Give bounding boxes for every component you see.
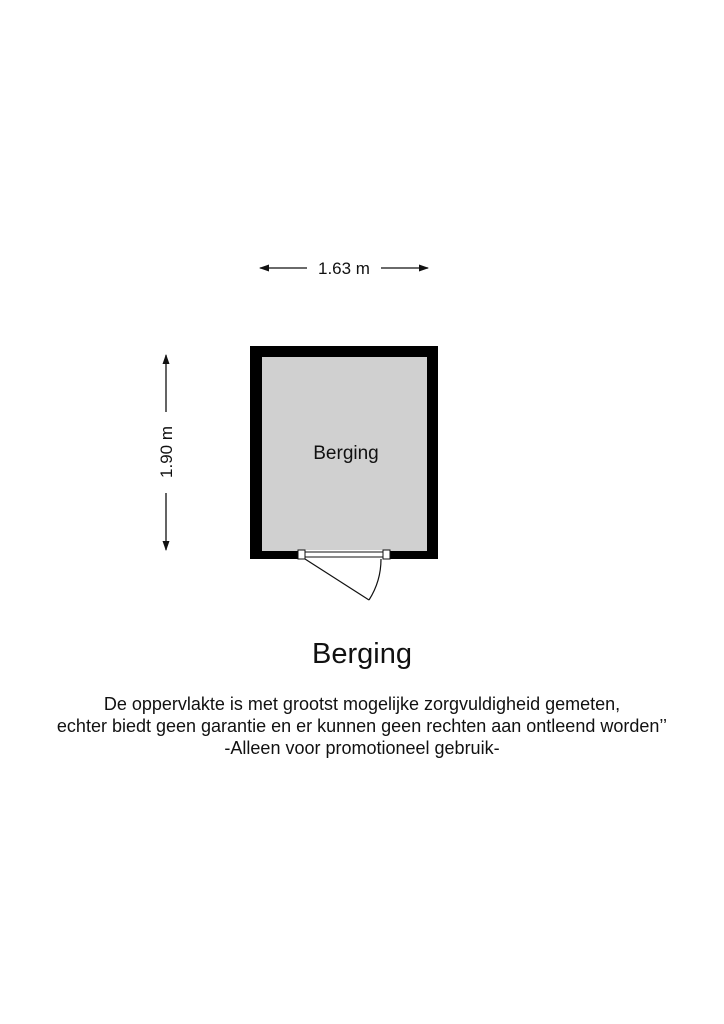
room-label: Berging bbox=[313, 443, 379, 464]
door-swing-arc bbox=[369, 559, 381, 600]
door-jamb-right bbox=[383, 550, 390, 559]
disclaimer bbox=[0, 693, 724, 759]
width-dimension bbox=[260, 259, 428, 278]
width-label: 1.63 m bbox=[318, 259, 370, 278]
door-leaf bbox=[305, 559, 369, 600]
room-berging bbox=[250, 346, 438, 559]
disclaimer-line-1: De oppervlakte is met grootst mogelijke zorgvuldigheid gemeten, bbox=[103, 694, 621, 714]
disclaimer-line-3: -Alleen voor promotioneel gebruik- bbox=[224, 738, 500, 758]
door bbox=[298, 550, 390, 600]
height-label: 1.90 m bbox=[157, 426, 176, 478]
disclaimer-line-2: echter biedt geen garantie en er kunnen geen rechten aan ontleend worden’’ bbox=[56, 716, 668, 736]
door-jamb-left bbox=[298, 550, 305, 559]
height-dimension bbox=[157, 355, 176, 550]
door-opening bbox=[298, 550, 390, 559]
plan-title: Berging bbox=[312, 638, 412, 670]
